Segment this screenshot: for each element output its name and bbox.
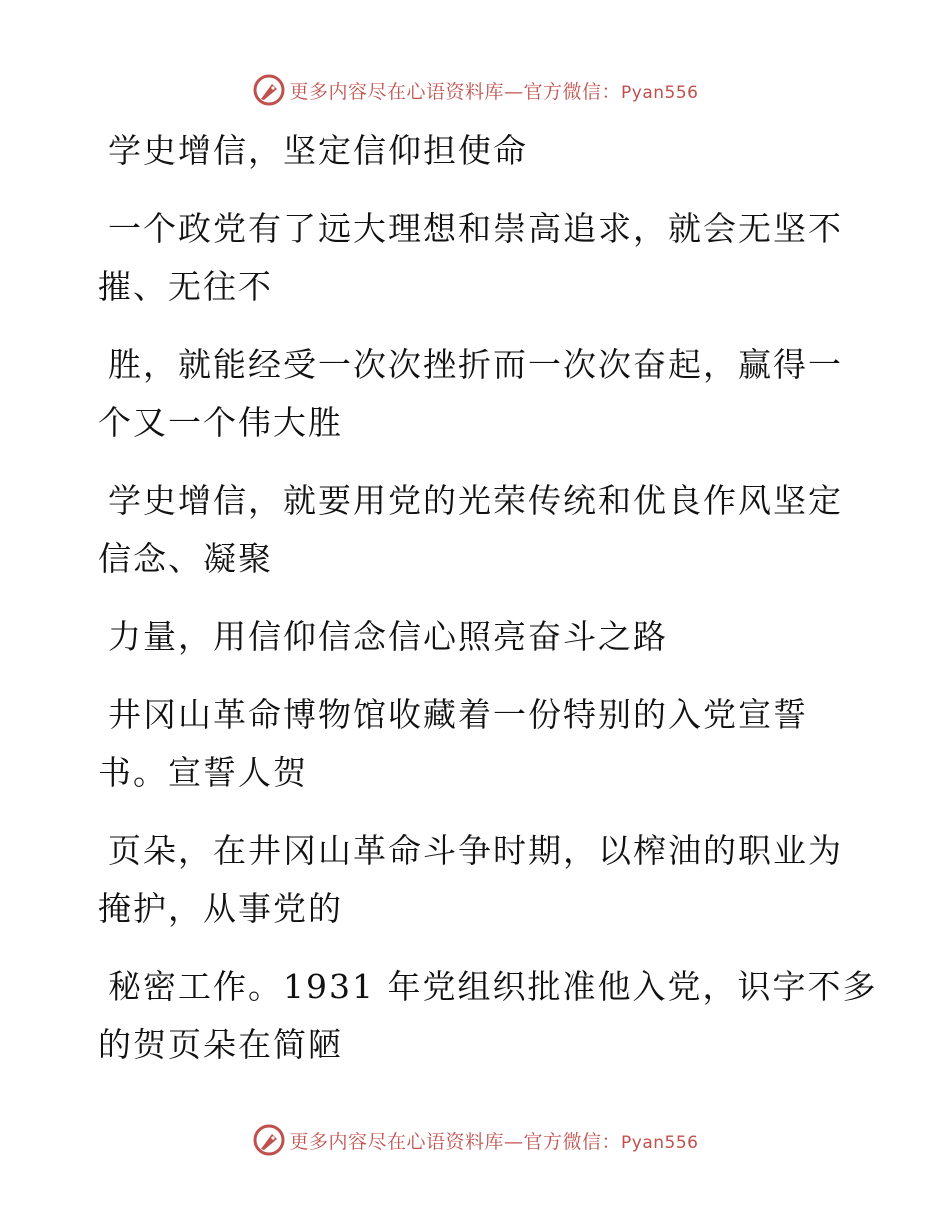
- text-line: 学史增信，就要用党的光荣传统和优良作风坚定: [108, 481, 843, 520]
- text-line: 学史增信，坚定信仰担使命: [108, 131, 528, 170]
- pen-nib-logo-icon: [252, 1123, 286, 1157]
- brand-text: 更多内容尽在心语资料库: [289, 1130, 505, 1153]
- paragraph: [98, 958, 878, 1074]
- paragraph: [98, 336, 858, 452]
- paragraph: [98, 472, 858, 588]
- wechat-id: Pyan556: [621, 82, 699, 103]
- wechat-label: 官方微信：: [523, 80, 622, 103]
- paragraph: [98, 822, 858, 938]
- banner-dash: —: [504, 1130, 524, 1153]
- text-line: 一个政党有了远大理想和崇高追求，就会无坚不: [108, 209, 843, 248]
- text-line: 井冈山革命博物馆收藏着一份特别的入党宣誓: [108, 695, 808, 734]
- pen-nib-logo-icon: [252, 73, 286, 107]
- text-line: 信念、凝聚: [98, 539, 273, 578]
- wechat-label: 官方微信：: [523, 1130, 622, 1153]
- paragraph: [98, 608, 858, 666]
- paragraph: [98, 200, 858, 316]
- text-line: 页朵，在井冈山革命斗争时期，以榨油的职业为: [108, 831, 843, 870]
- document-body: [98, 122, 878, 1094]
- text-line: 秘密工作。1931 年党组织批准他入党，识字不多: [108, 967, 878, 1006]
- header-banner: [0, 70, 950, 110]
- text-line: 力量，用信仰信念信心照亮奋斗之路: [108, 617, 668, 656]
- brand-text: 更多内容尽在心语资料库: [289, 80, 505, 103]
- banner-text: [290, 1127, 699, 1154]
- wechat-id: Pyan556: [621, 1132, 699, 1153]
- paragraph: [98, 686, 858, 802]
- paragraph: [98, 122, 858, 180]
- banner-text: [290, 77, 699, 104]
- text-line: 摧、无往不: [98, 267, 273, 306]
- footer-banner: [0, 1120, 950, 1160]
- text-line: 书。宣誓人贺: [98, 753, 308, 792]
- banner-dash: —: [504, 80, 524, 103]
- text-line: 掩护，从事党的: [98, 889, 343, 928]
- text-line: 胜，就能经受一次次挫折而一次次奋起，赢得一: [108, 345, 843, 384]
- text-line: 个又一个伟大胜: [98, 403, 343, 442]
- text-line: 的贺页朵在简陋: [98, 1025, 343, 1064]
